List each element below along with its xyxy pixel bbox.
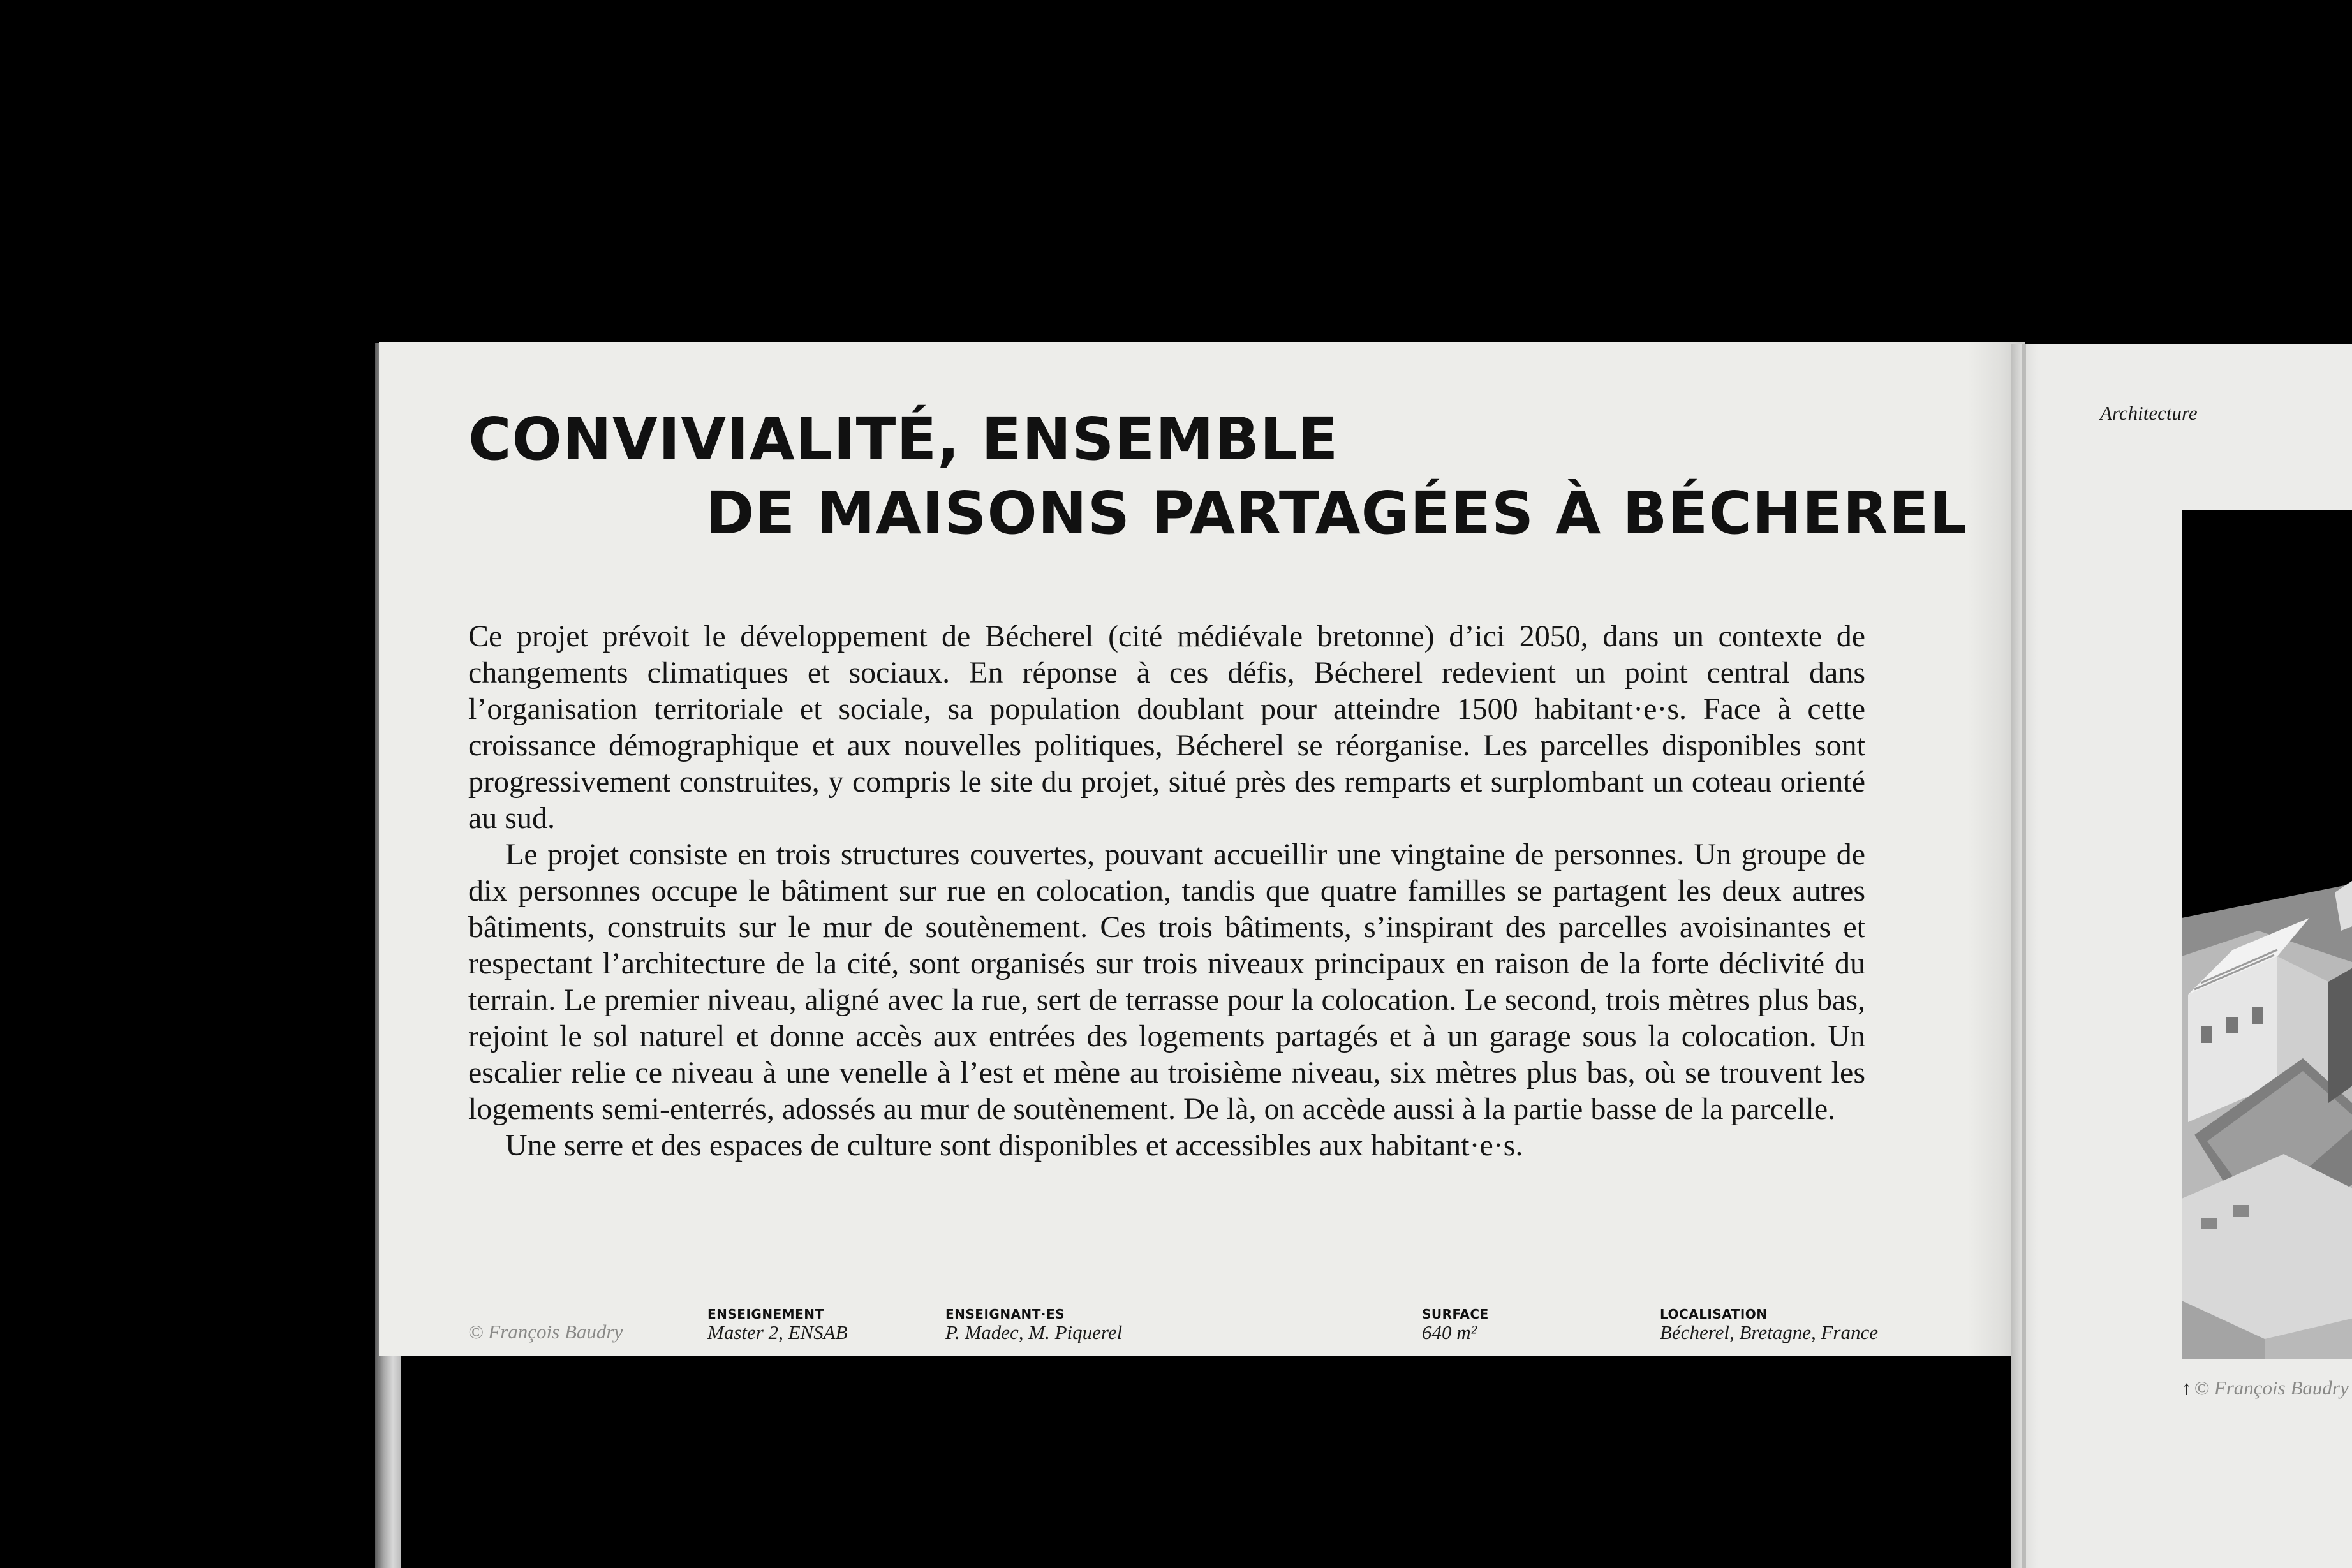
meta-value: Master 2, ENSAB	[707, 1321, 848, 1343]
article-body	[468, 618, 1865, 1164]
meta-surface	[1422, 1306, 1489, 1343]
title-line-2: DE MAISONS PARTAGÉES À BÉCHEREL	[706, 479, 1968, 547]
article-title	[468, 403, 1967, 551]
meta-teaching	[707, 1306, 848, 1343]
meta-label: SURFACE	[1422, 1306, 1489, 1322]
paragraph-3: Une serre et des espaces de culture sont disponibles et accessibles aux habitant·e·s.	[505, 1128, 1523, 1162]
section-label: Architecture	[2100, 402, 2198, 424]
architecture-model-photo	[2182, 510, 2352, 1359]
model-photo-graphic	[2182, 510, 2352, 1359]
photo-caption-text: © François Baudry	[2194, 1377, 2349, 1399]
meta-teachers	[945, 1306, 1122, 1343]
meta-location	[1660, 1306, 1878, 1343]
meta-label: ENSEIGNANT·ES	[945, 1306, 1065, 1322]
photo-caption	[2182, 1377, 2349, 1400]
paragraph-2: Le projet consiste en trois structures couvertes, pouvant accueillir une vingtaine de personnes. Un groupe de dix personnes occupe le bâtiment sur rue en colocation, tandis que quatre familles se partagent les deux autres bâtiments, construits sur le mur de soutènement. Ces trois bâtiments, s’inspirant des parcelles avoisinantes et respectant l’architecture de la cité, sont organisés sur trois niveaux principaux en raison de la forte déclivité du terrain. Le premier niveau, aligné avec la rue, sert de terrasse pour la colocation. Le second, trois mètres plus bas, rejoint le sol naturel et donne accès aux entrées des logements partagés et à un garage sous la colocation. Un escalier relie ce niveau à une venelle à l’est et mène au troisième niveau, six mètres plus bas, où se trouvent les logements semi-enterrés, adossés au mur de soutènement. De là, on accède aussi à la partie basse de la parcelle.	[468, 838, 1865, 1126]
photo-credit: © François Baudry	[468, 1320, 623, 1343]
paragraph-1: Ce projet prévoit le développement de Bécherel (cité médiévale bretonne) d’ici 2050, dans un contexte de changements climatiques et sociaux. En réponse à ces défis, Bécherel redevient un point central dans l’organisation territoriale et sociale, sa population doublant pour atteindre 1500 habitant·e·s. Face à cette croissance démographique et aux nouvelles politiques, Bécherel se réorganise. Les parcelles disponibles sont progressivement construites, y compris le site du projet, situé près des remparts et surplombant un coteau orienté au sud.	[468, 619, 1865, 835]
right-page	[2011, 344, 2352, 1568]
title-line-1: CONVIVIALITÉ, ENSEMBLE	[468, 405, 1339, 473]
meta-label: LOCALISATION	[1660, 1306, 1768, 1322]
book-gutter	[2022, 344, 2026, 1568]
arrow-up-icon: ↑	[2182, 1377, 2192, 1399]
meta-value: Bécherel, Bretagne, France	[1660, 1321, 1878, 1343]
left-page	[379, 342, 2025, 1356]
meta-value: P. Madec, M. Piquerel	[945, 1321, 1123, 1343]
meta-label: ENSEIGNEMENT	[707, 1306, 824, 1322]
meta-value: 640 m²	[1422, 1321, 1477, 1343]
project-info-footer	[379, 1306, 2025, 1345]
